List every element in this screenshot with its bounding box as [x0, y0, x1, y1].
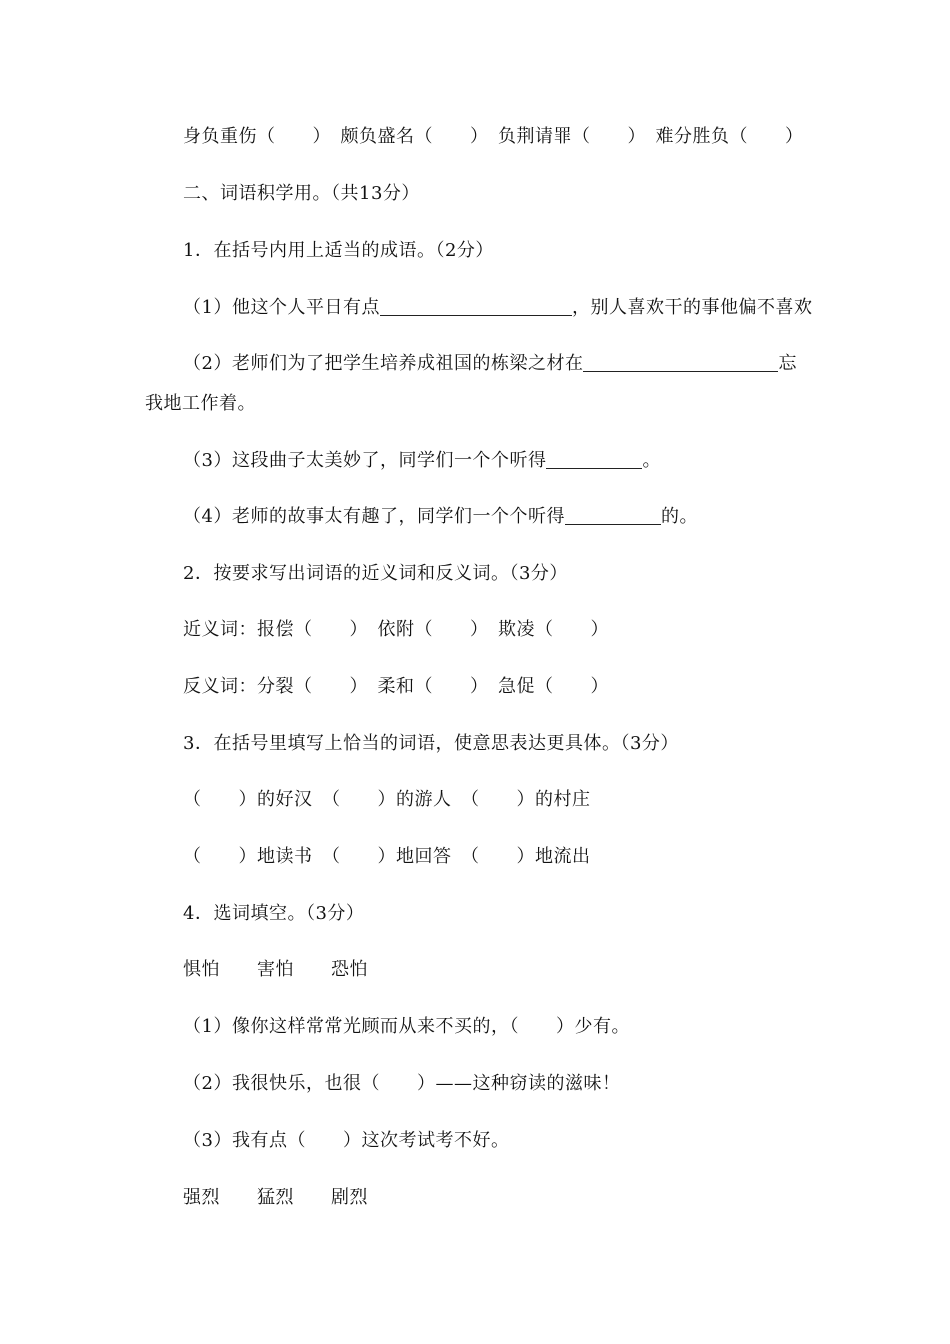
- q4-item-1: （1）像你这样常常光顾而从来不买的，（ ）少有。: [183, 1016, 630, 1037]
- antonyms-line: 反义词：分裂（ ） 柔和（ ） 急促（ ）: [183, 676, 609, 697]
- question-4-heading: 4．选词填空。（3分）: [183, 903, 365, 924]
- q1-item-2: （2）老师们为了把学生培养成祖国的栋梁之材在 忘: [183, 353, 797, 374]
- q1-item-1: （1）他这个人平日有点 ，别人喜欢干的事他偏不喜欢: [183, 297, 813, 318]
- word-choices-1: 惧怕 害怕 恐怕: [183, 959, 368, 980]
- q4-item-3: （3）我有点（ ）这次考试考不好。: [183, 1130, 510, 1151]
- word-choices-2: 强烈 猛烈 剧烈: [183, 1187, 368, 1208]
- q1-item-2-cont: 我地工作着。: [145, 393, 256, 414]
- blank[interactable]: [380, 297, 572, 316]
- question-1-heading: 1．在括号内用上适当的成语。（2分）: [183, 240, 494, 261]
- q4-item-2: （2）我很快乐，也很（ ）——这种窃读的滋味！: [183, 1073, 621, 1094]
- q3-row-2: （ ）地读书 （ ）地回答 （ ）地流出: [183, 846, 591, 867]
- idiom-meaning-line: 身负重伤（ ） 颇负盛名（ ） 负荆请罪（ ） 难分胜负（ ）: [183, 126, 804, 147]
- section-heading: 二、词语积学用。（共13分）: [183, 183, 420, 204]
- blank[interactable]: [583, 353, 778, 372]
- q3-row-1: （ ）的好汉 （ ）的游人 （ ）的村庄: [183, 789, 591, 810]
- question-2-heading: 2．按要求写出词语的近义词和反义词。（3分）: [183, 563, 568, 584]
- blank[interactable]: [565, 506, 661, 525]
- q1-item-4: （4）老师的故事太有趣了，同学们一个个听得 的。: [183, 506, 698, 527]
- q1-item-3: （3）这段曲子太美妙了，同学们一个个听得 。: [183, 450, 661, 471]
- blank[interactable]: [546, 450, 642, 469]
- question-3-heading: 3．在括号里填写上恰当的词语，使意思表达更具体。（3分）: [183, 733, 679, 754]
- synonyms-line: 近义词：报偿（ ） 依附（ ） 欺凌（ ）: [183, 619, 609, 640]
